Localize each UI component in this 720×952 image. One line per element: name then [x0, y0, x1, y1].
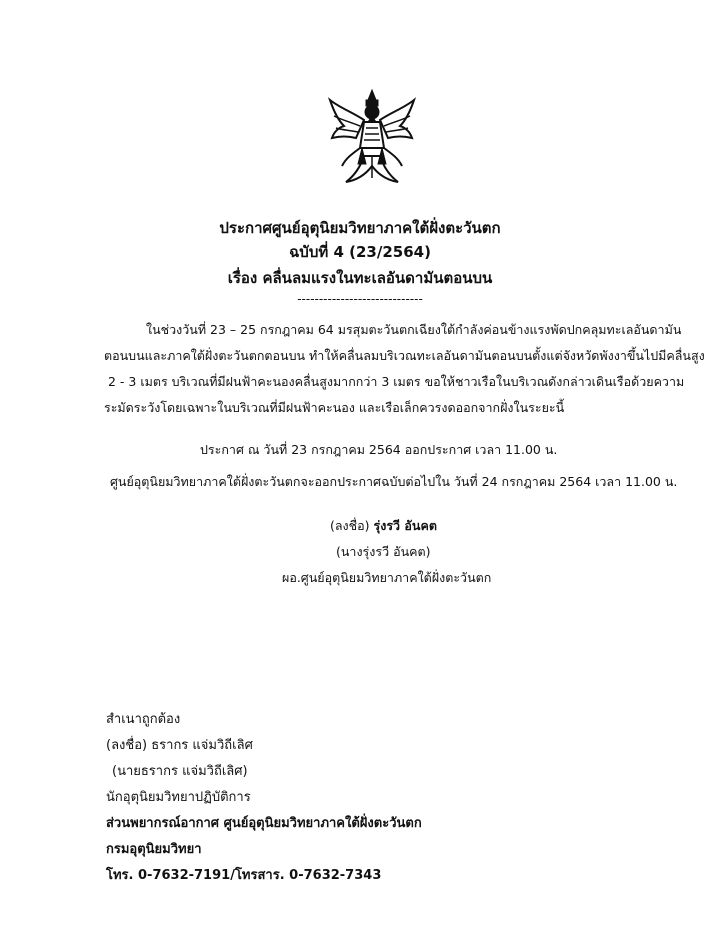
- department-division: ส่วนพยากรณ์อากาศ ศูนย์อุตุนิยมวิทยาภาคใต้ฝั่งตะวันตก: [106, 816, 422, 831]
- body-paragraph-line-3: 2 - 3 เมตร บริเวณที่มีฝนฟ้าคะนองคลื่นสูงมากกว่า 3 เมตร ขอให้ชาวเรือในบริเวณดังกล่าวเดินเรือด้วยความ: [108, 374, 685, 389]
- signatory-full-name: (นางรุ่งรวี อันคต): [336, 544, 431, 559]
- announcement-title: ประกาศศูนย์อุตุนิยมวิทยาภาคใต้ฝั่งตะวันตก: [219, 219, 501, 237]
- announce-date: ประกาศ ณ วันที่ 23 กรกฎาคม 2564 ออกประกาศ เวลา 11.00 น.: [200, 442, 558, 457]
- next-announcement: ศูนย์อุตุนิยมวิทยาภาคใต้ฝั่งตะวันตกจะออกประกาศฉบับต่อไปใน วันที่ 24 กรกฎาคม 2564 เวลา 11.00 น.: [110, 474, 678, 489]
- separator-line: -----------------------------: [297, 292, 423, 306]
- body-paragraph-line-1: ในช่วงวันที่ 23 – 25 กรกฎาคม 64 มรสุมตะวันตกเฉียงใต้กำลังค่อนข้างแรงพัดปกคลุมทะเลอันดามัน: [146, 322, 682, 337]
- signature-line: [330, 516, 437, 536]
- department-name: กรมอุตุนิยมวิทยา: [106, 842, 202, 857]
- announcement-issue-number: ฉบับที่ 4 (23/2564): [289, 243, 431, 261]
- body-paragraph-line-2: ตอนบนและภาคใต้ฝั่งตะวันตกตอนบน ทำให้คลื่นลมบริเวณทะเลอันดามันตอนบนตั้งแต่จังหวัดพังงาขึ้นไปมีคลื่นสูง: [104, 348, 705, 363]
- body-paragraph-line-4: ระมัดระวังโดยเฉพาะในบริเวณที่มีฝนฟ้าคะนอง และเรือเล็กควรงดออกจากฝั่งในระยะนี้: [104, 400, 565, 415]
- copy-signatory-position: นักอุตุนิยมวิทยาปฏิบัติการ: [106, 790, 251, 805]
- contact-phone: โทร. 0-7632-7191/โทรสาร. 0-7632-7343: [106, 868, 382, 883]
- announcement-subject: เรื่อง คลื่นลมแรงในทะเลอันดามันตอนบน: [227, 269, 493, 287]
- signature-name: รุ่งรวี อันคต: [373, 518, 437, 533]
- certified-copy-label: สำเนาถูกต้อง: [106, 712, 181, 727]
- copy-signature: (ลงชื่อ) ธรากร แจ่มวิถีเลิศ: [106, 738, 253, 753]
- signature-prefix: (ลงชื่อ): [330, 518, 370, 533]
- copy-signatory-name: (นายธรากร แจ่มวิถีเลิศ): [112, 764, 248, 779]
- signatory-position: ผอ.ศูนย์อุตุนิยมวิทยาภาคใต้ฝั่งตะวันตก: [282, 570, 492, 585]
- garuda-emblem-icon: [324, 86, 420, 186]
